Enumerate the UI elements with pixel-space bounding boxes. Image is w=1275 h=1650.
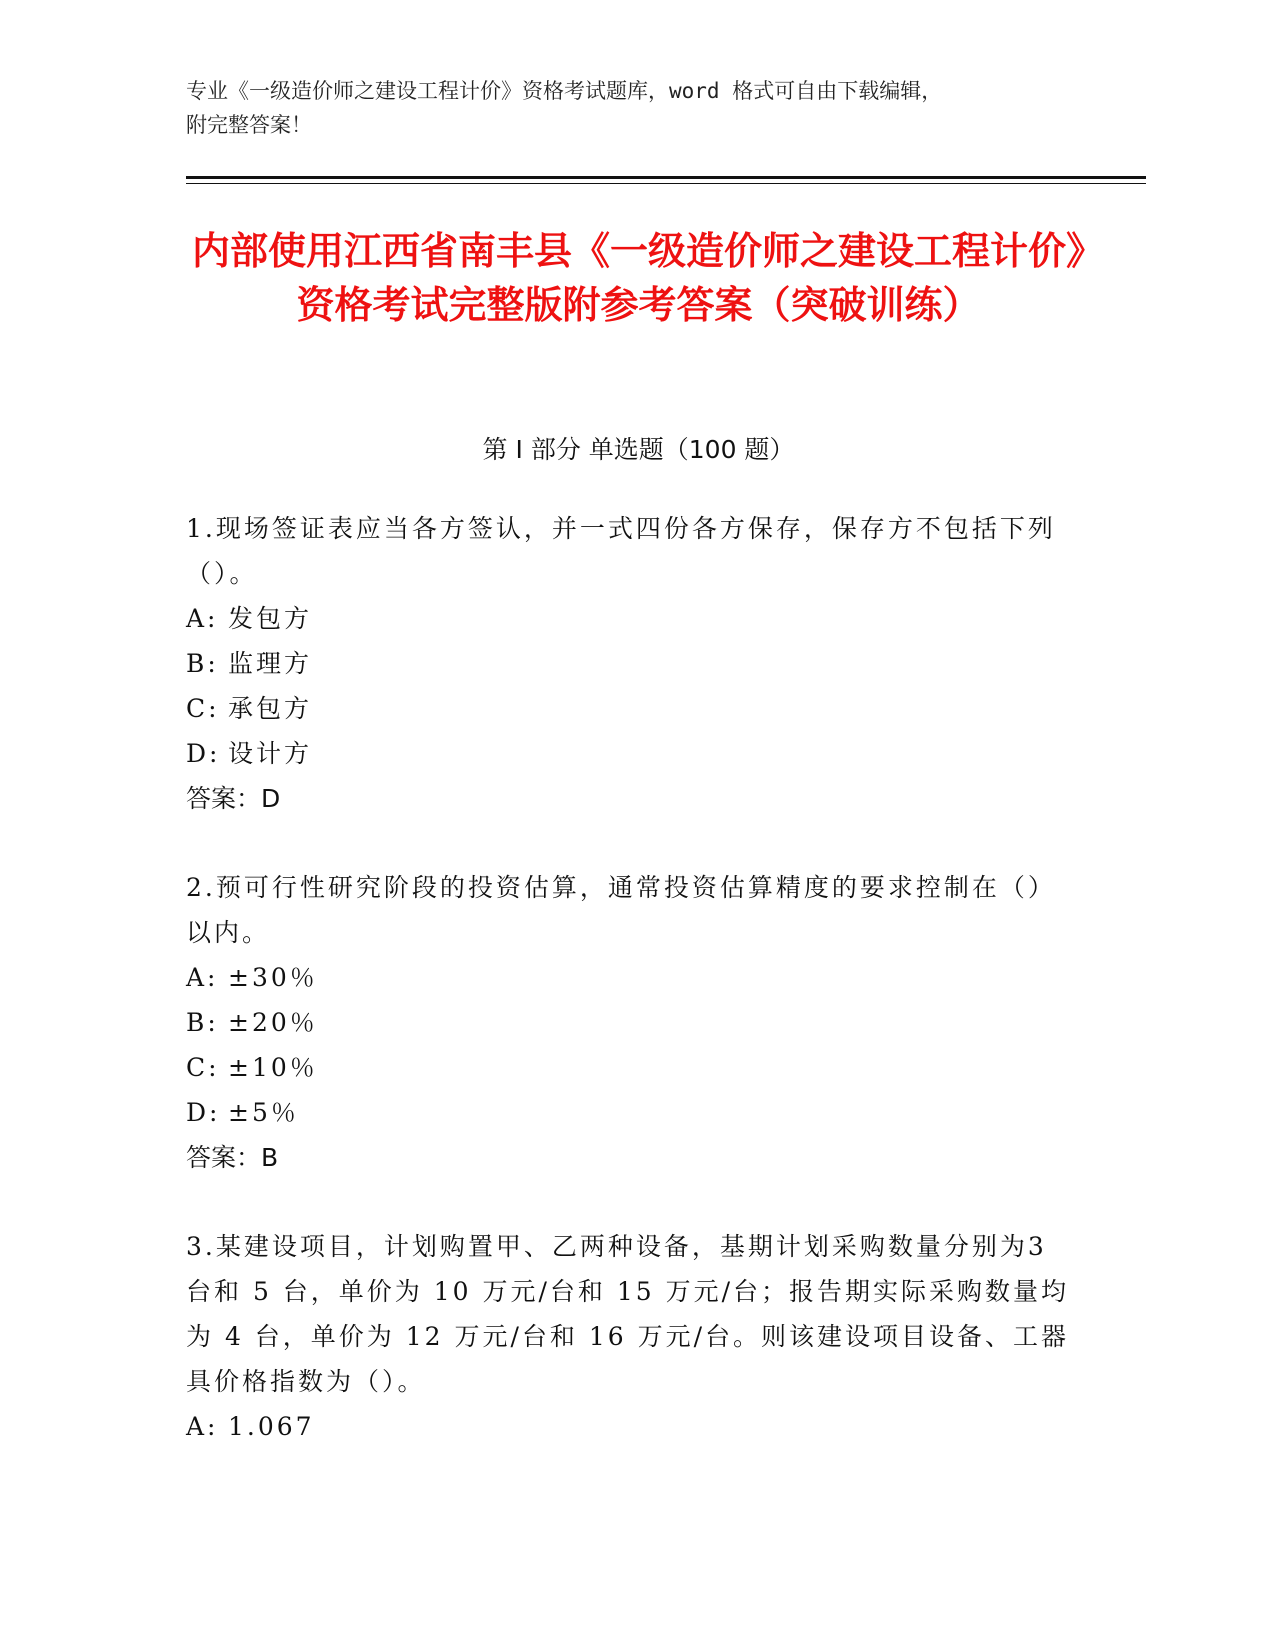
header-rule-thin bbox=[186, 183, 1146, 184]
option-text: 监理方 bbox=[228, 649, 313, 678]
header-rule-thick bbox=[186, 176, 1146, 179]
option-key: C: bbox=[186, 1053, 220, 1082]
option-b bbox=[186, 641, 1081, 686]
question-stem: 2.预可行性研究阶段的投资估算，通常投资估算精度的要求控制在（）以内。 bbox=[186, 873, 1056, 947]
option-text: 发包方 bbox=[228, 604, 313, 633]
option-text: 设计方 bbox=[228, 739, 313, 768]
option-key: B: bbox=[186, 1008, 219, 1037]
option-d bbox=[186, 1090, 1081, 1135]
header-note-line-2: 附完整答案！ bbox=[186, 113, 312, 137]
question-1 bbox=[186, 506, 1081, 821]
option-key: B: bbox=[186, 649, 219, 678]
option-text: ±20％ bbox=[228, 1008, 318, 1037]
document-title: 内部使用江西省南丰县《一级造价师之建设工程计价》资格考试完整版附参考答案（突破训练） bbox=[191, 229, 1085, 327]
option-key: D: bbox=[186, 739, 221, 768]
option-key: A: bbox=[186, 963, 219, 992]
answer: 答案：B bbox=[186, 1143, 279, 1172]
question-stem: 1.现场签证表应当各方签认，并一式四份各方保存，保存方不包括下列（）。 bbox=[186, 514, 1056, 588]
option-a bbox=[186, 955, 1081, 1000]
option-text: 承包方 bbox=[228, 694, 313, 723]
option-key: C: bbox=[186, 694, 220, 723]
header-note bbox=[186, 74, 1086, 142]
option-key: A: bbox=[186, 1412, 219, 1441]
option-b bbox=[186, 1000, 1081, 1045]
option-c bbox=[186, 686, 1081, 731]
option-c bbox=[186, 1045, 1081, 1090]
section-heading: 第 I 部分 单选题（100 题） bbox=[482, 435, 795, 464]
question-2 bbox=[186, 865, 1081, 1180]
option-a bbox=[186, 596, 1081, 641]
option-a bbox=[186, 1404, 1081, 1449]
header-note-line-1: 专业《一级造价师之建设工程计价》资格考试题库，word 格式可自由下载编辑， bbox=[186, 79, 943, 103]
option-key: D: bbox=[186, 1098, 221, 1127]
option-key: A: bbox=[186, 604, 219, 633]
option-text: ±30％ bbox=[228, 963, 318, 992]
question-stem: 3.某建设项目，计划购置甲、乙两种设备，基期计划采购数量分别为3 台和 5 台，单价为 10 万元/台和 15 万元/台；报告期实际采购数量均为 4 台，单价为 12 万元/台和 16 万元/台。则该建设项目设备、工器具价格指数为（）。 bbox=[186, 1232, 1070, 1396]
answer: 答案：D bbox=[186, 784, 281, 813]
option-d bbox=[186, 731, 1081, 776]
option-text: ±10％ bbox=[228, 1053, 318, 1082]
option-text: ±5％ bbox=[228, 1098, 299, 1127]
question-3 bbox=[186, 1224, 1081, 1449]
option-text: 1.067 bbox=[228, 1412, 315, 1441]
